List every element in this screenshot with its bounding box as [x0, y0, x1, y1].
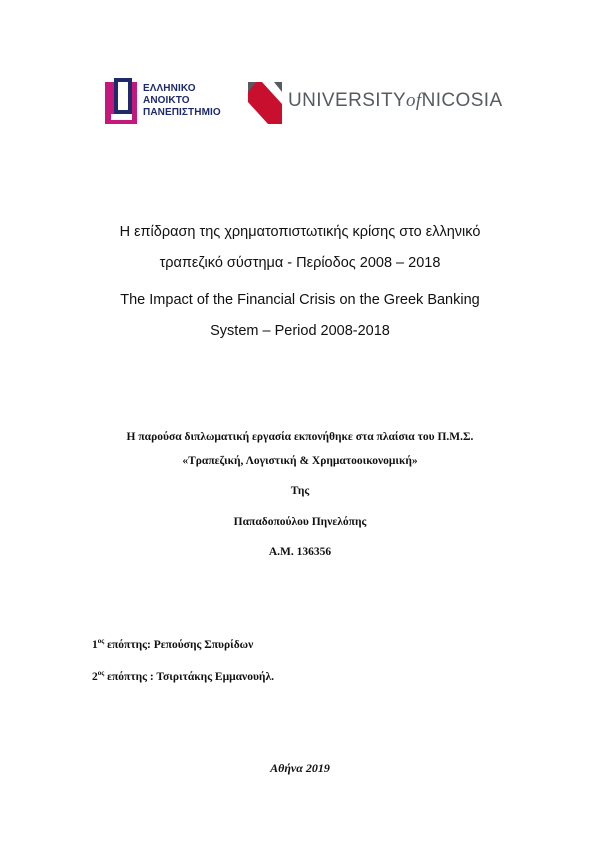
- supervisor-2-num: 2: [92, 670, 98, 683]
- title-english-line-1: The Impact of the Financial Crisis on the Greek Banking: [120, 292, 480, 308]
- eap-text-line-2: ΑΝΟΙΚΤΟ: [143, 95, 190, 106]
- eap-text-line-1: ΕΛΛΗΝΙΚΟ: [143, 83, 196, 94]
- supervisor-2-sup: ος: [97, 669, 105, 677]
- unic-logo: [248, 82, 508, 124]
- author-name: Παπαδοπούλου Πηνελόπης: [233, 516, 367, 528]
- supervisor-1: [92, 637, 253, 651]
- title-english-line-2: System – Period 2008-2018: [210, 323, 390, 339]
- thesis-note-line-1: Η παρούσα διπλωματική εργασία εκπονήθηκε στα πλαίσια του Π.Μ.Σ.: [126, 431, 474, 443]
- author-of-label: Της: [290, 485, 310, 497]
- unic-word-of: of: [406, 90, 422, 111]
- thesis-note-line-2: «Τραπεζική, Λογιστική & Χρηματοοικονομική»: [182, 455, 418, 467]
- place-date: Αθήνα 2019: [270, 761, 330, 775]
- unic-word-nicosia: NICOSIA: [421, 90, 503, 111]
- unic-emblem-icon: [248, 82, 282, 124]
- title-greek-line-2: τραπεζικό σύστημα - Περίοδος 2008 – 2018: [159, 255, 441, 271]
- title-greek-line-1: Η επίδραση της χρηματοπιστωτικής κρίσης στο ελληνικό: [119, 224, 481, 240]
- supervisor-2-text: επόπτης : Τσιριτάκης Εμμανουήλ.: [104, 670, 274, 683]
- eap-logo: [105, 78, 240, 128]
- unic-word-university: UNIVERSITY: [288, 90, 407, 111]
- author-am: Α.Μ. 136356: [268, 546, 332, 558]
- supervisor-2: [92, 669, 274, 683]
- supervisor-1-text: επόπτης: Ρεπούσης Σπυρίδων: [104, 638, 254, 651]
- unic-wordmark: [288, 90, 503, 112]
- eap-text-line-3: ΠΑΝΕΠΙΣΤΗΜΙΟ: [143, 107, 221, 118]
- eap-emblem-icon: [105, 78, 141, 128]
- supervisor-1-sup: ος: [97, 637, 105, 645]
- supervisor-1-num: 1: [92, 638, 98, 651]
- logos-header: [105, 78, 505, 128]
